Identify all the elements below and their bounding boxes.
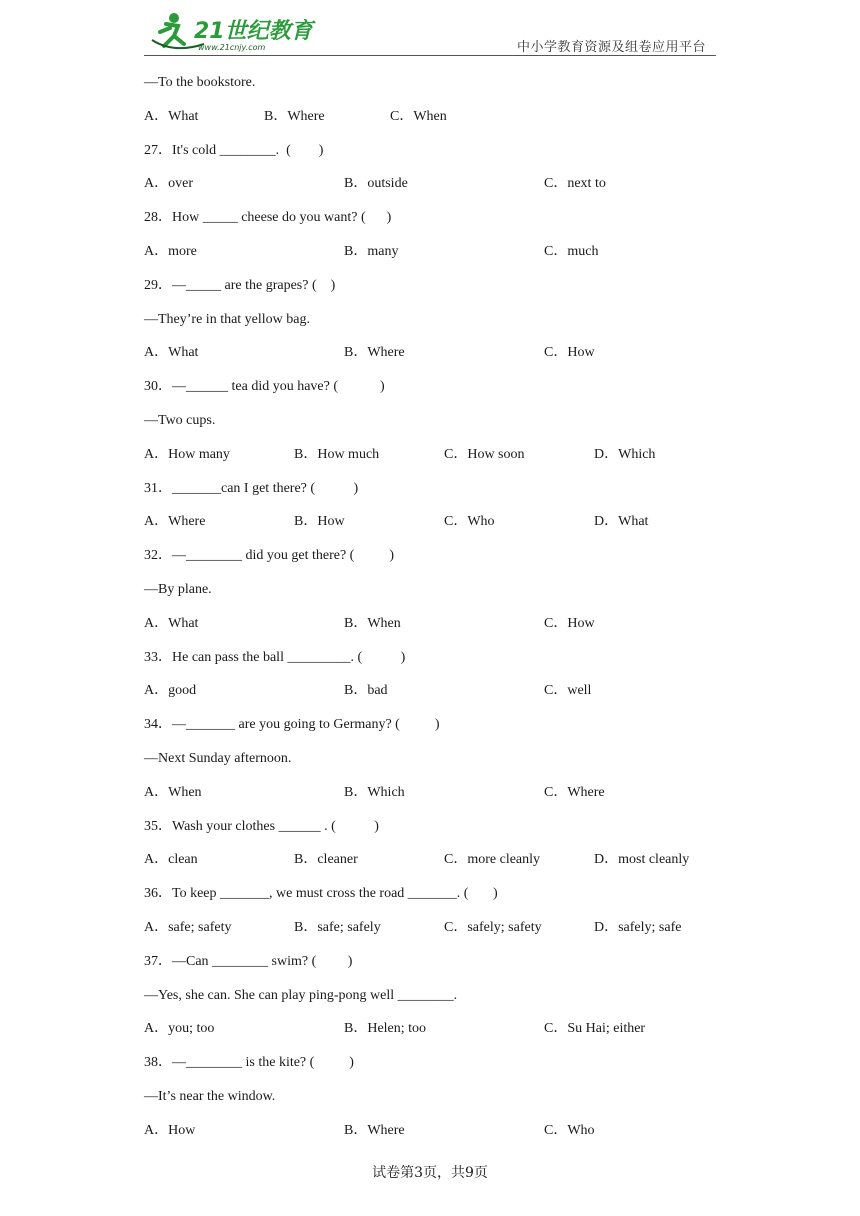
answer-option: A．over bbox=[144, 176, 193, 192]
answer-option: A．How many bbox=[144, 446, 230, 462]
answer-option: B．How bbox=[294, 514, 345, 530]
answer-option: D．safely; safe bbox=[594, 920, 682, 935]
answer-option: A．Where bbox=[144, 514, 206, 530]
answer-option: C．much bbox=[544, 244, 599, 259]
answer-option: A．When bbox=[144, 784, 202, 800]
text-line: 27．It's cold ________. ( ) bbox=[144, 142, 324, 158]
answer-option: A．How bbox=[144, 1122, 196, 1138]
text-line: 38．—________ is the kite? ( ) bbox=[144, 1055, 354, 1071]
runner-logo-icon bbox=[144, 10, 324, 54]
text-line: —It’s near the window. bbox=[144, 1089, 276, 1104]
answer-option: A．you; too bbox=[144, 1021, 215, 1037]
answer-option: B．bad bbox=[344, 683, 388, 699]
page-footer: 试卷第3页，共9页 bbox=[372, 1165, 488, 1181]
answer-option: B．safe; safely bbox=[294, 920, 381, 935]
answer-option: B．cleaner bbox=[294, 852, 358, 868]
answer-option: B．Where bbox=[344, 345, 405, 361]
answer-option: C．Su Hai; either bbox=[544, 1021, 646, 1037]
header-platform-label: 中小学教育资源及组卷应用平台 bbox=[516, 40, 706, 55]
text-line: 31．_______can I get there? ( ) bbox=[144, 480, 359, 496]
header-divider bbox=[144, 55, 716, 56]
logo-url: www.21cnjy.com bbox=[198, 43, 266, 52]
answer-option: C．safely; safety bbox=[444, 920, 542, 935]
answer-option: B．How much bbox=[294, 446, 380, 462]
answer-option: A．clean bbox=[144, 852, 198, 868]
text-line: 28．How _____ cheese do you want? ( ) bbox=[144, 210, 392, 226]
answer-option: C．When bbox=[390, 108, 447, 124]
answer-option: C．How soon bbox=[444, 446, 525, 462]
text-line: —Next Sunday afternoon. bbox=[144, 751, 292, 766]
text-line: 35．Wash your clothes ______ . ( ) bbox=[144, 818, 379, 834]
answer-option: C．Where bbox=[544, 784, 605, 800]
text-line: 30．—______ tea did you have? ( ) bbox=[144, 379, 385, 395]
answer-option: D．Which bbox=[594, 446, 656, 462]
answer-option: C．How bbox=[544, 345, 595, 361]
answer-option: A．What bbox=[144, 345, 199, 361]
text-line: 37．—Can ________ swim? ( ) bbox=[144, 953, 353, 969]
answer-option: C．more cleanly bbox=[444, 852, 541, 868]
page-header bbox=[144, 10, 716, 56]
text-line: 33．He can pass the ball _________. ( ) bbox=[144, 649, 406, 665]
text-line: 36．To keep _______, we must cross the road _______. ( ) bbox=[144, 886, 498, 902]
answer-option: B．Where bbox=[264, 108, 325, 124]
answer-option: B．outside bbox=[344, 176, 408, 192]
answer-option: D．most cleanly bbox=[594, 852, 690, 868]
text-line: 29．—_____ are the grapes? ( ) bbox=[144, 277, 336, 293]
answer-option: A．What bbox=[144, 108, 199, 124]
answer-option: C．Who bbox=[444, 514, 495, 530]
text-line: —Yes, she can. She can play ping-pong well ________. bbox=[144, 987, 458, 1003]
answer-option: C．Who bbox=[544, 1122, 595, 1138]
answer-option: B．When bbox=[344, 615, 401, 631]
text-line: —They’re in that yellow bag. bbox=[144, 311, 311, 327]
answer-option: A．good bbox=[144, 683, 197, 699]
answer-option: C．well bbox=[544, 683, 592, 699]
text-line: —By plane. bbox=[144, 582, 212, 597]
answer-option: B．Where bbox=[344, 1122, 405, 1138]
answer-option: B．Helen; too bbox=[344, 1021, 427, 1037]
answer-option: B．Which bbox=[344, 784, 405, 800]
text-line: 32．—________ did you get there? ( ) bbox=[144, 548, 395, 564]
answer-option: C．next to bbox=[544, 176, 606, 192]
answer-option: A．What bbox=[144, 615, 199, 631]
text-line: 34．—_______ are you going to Germany? ( ) bbox=[144, 717, 440, 733]
answer-option: A．more bbox=[144, 244, 197, 259]
answer-option: D．What bbox=[594, 514, 649, 530]
answer-option: A．safe; safety bbox=[144, 920, 232, 935]
logo-text: 21世纪教育 bbox=[194, 19, 313, 44]
text-line: —Two cups. bbox=[144, 413, 216, 428]
answer-option: C．How bbox=[544, 615, 595, 631]
answer-option: B．many bbox=[344, 244, 399, 259]
logo bbox=[144, 10, 324, 54]
text-line: —To the bookstore. bbox=[144, 75, 256, 90]
